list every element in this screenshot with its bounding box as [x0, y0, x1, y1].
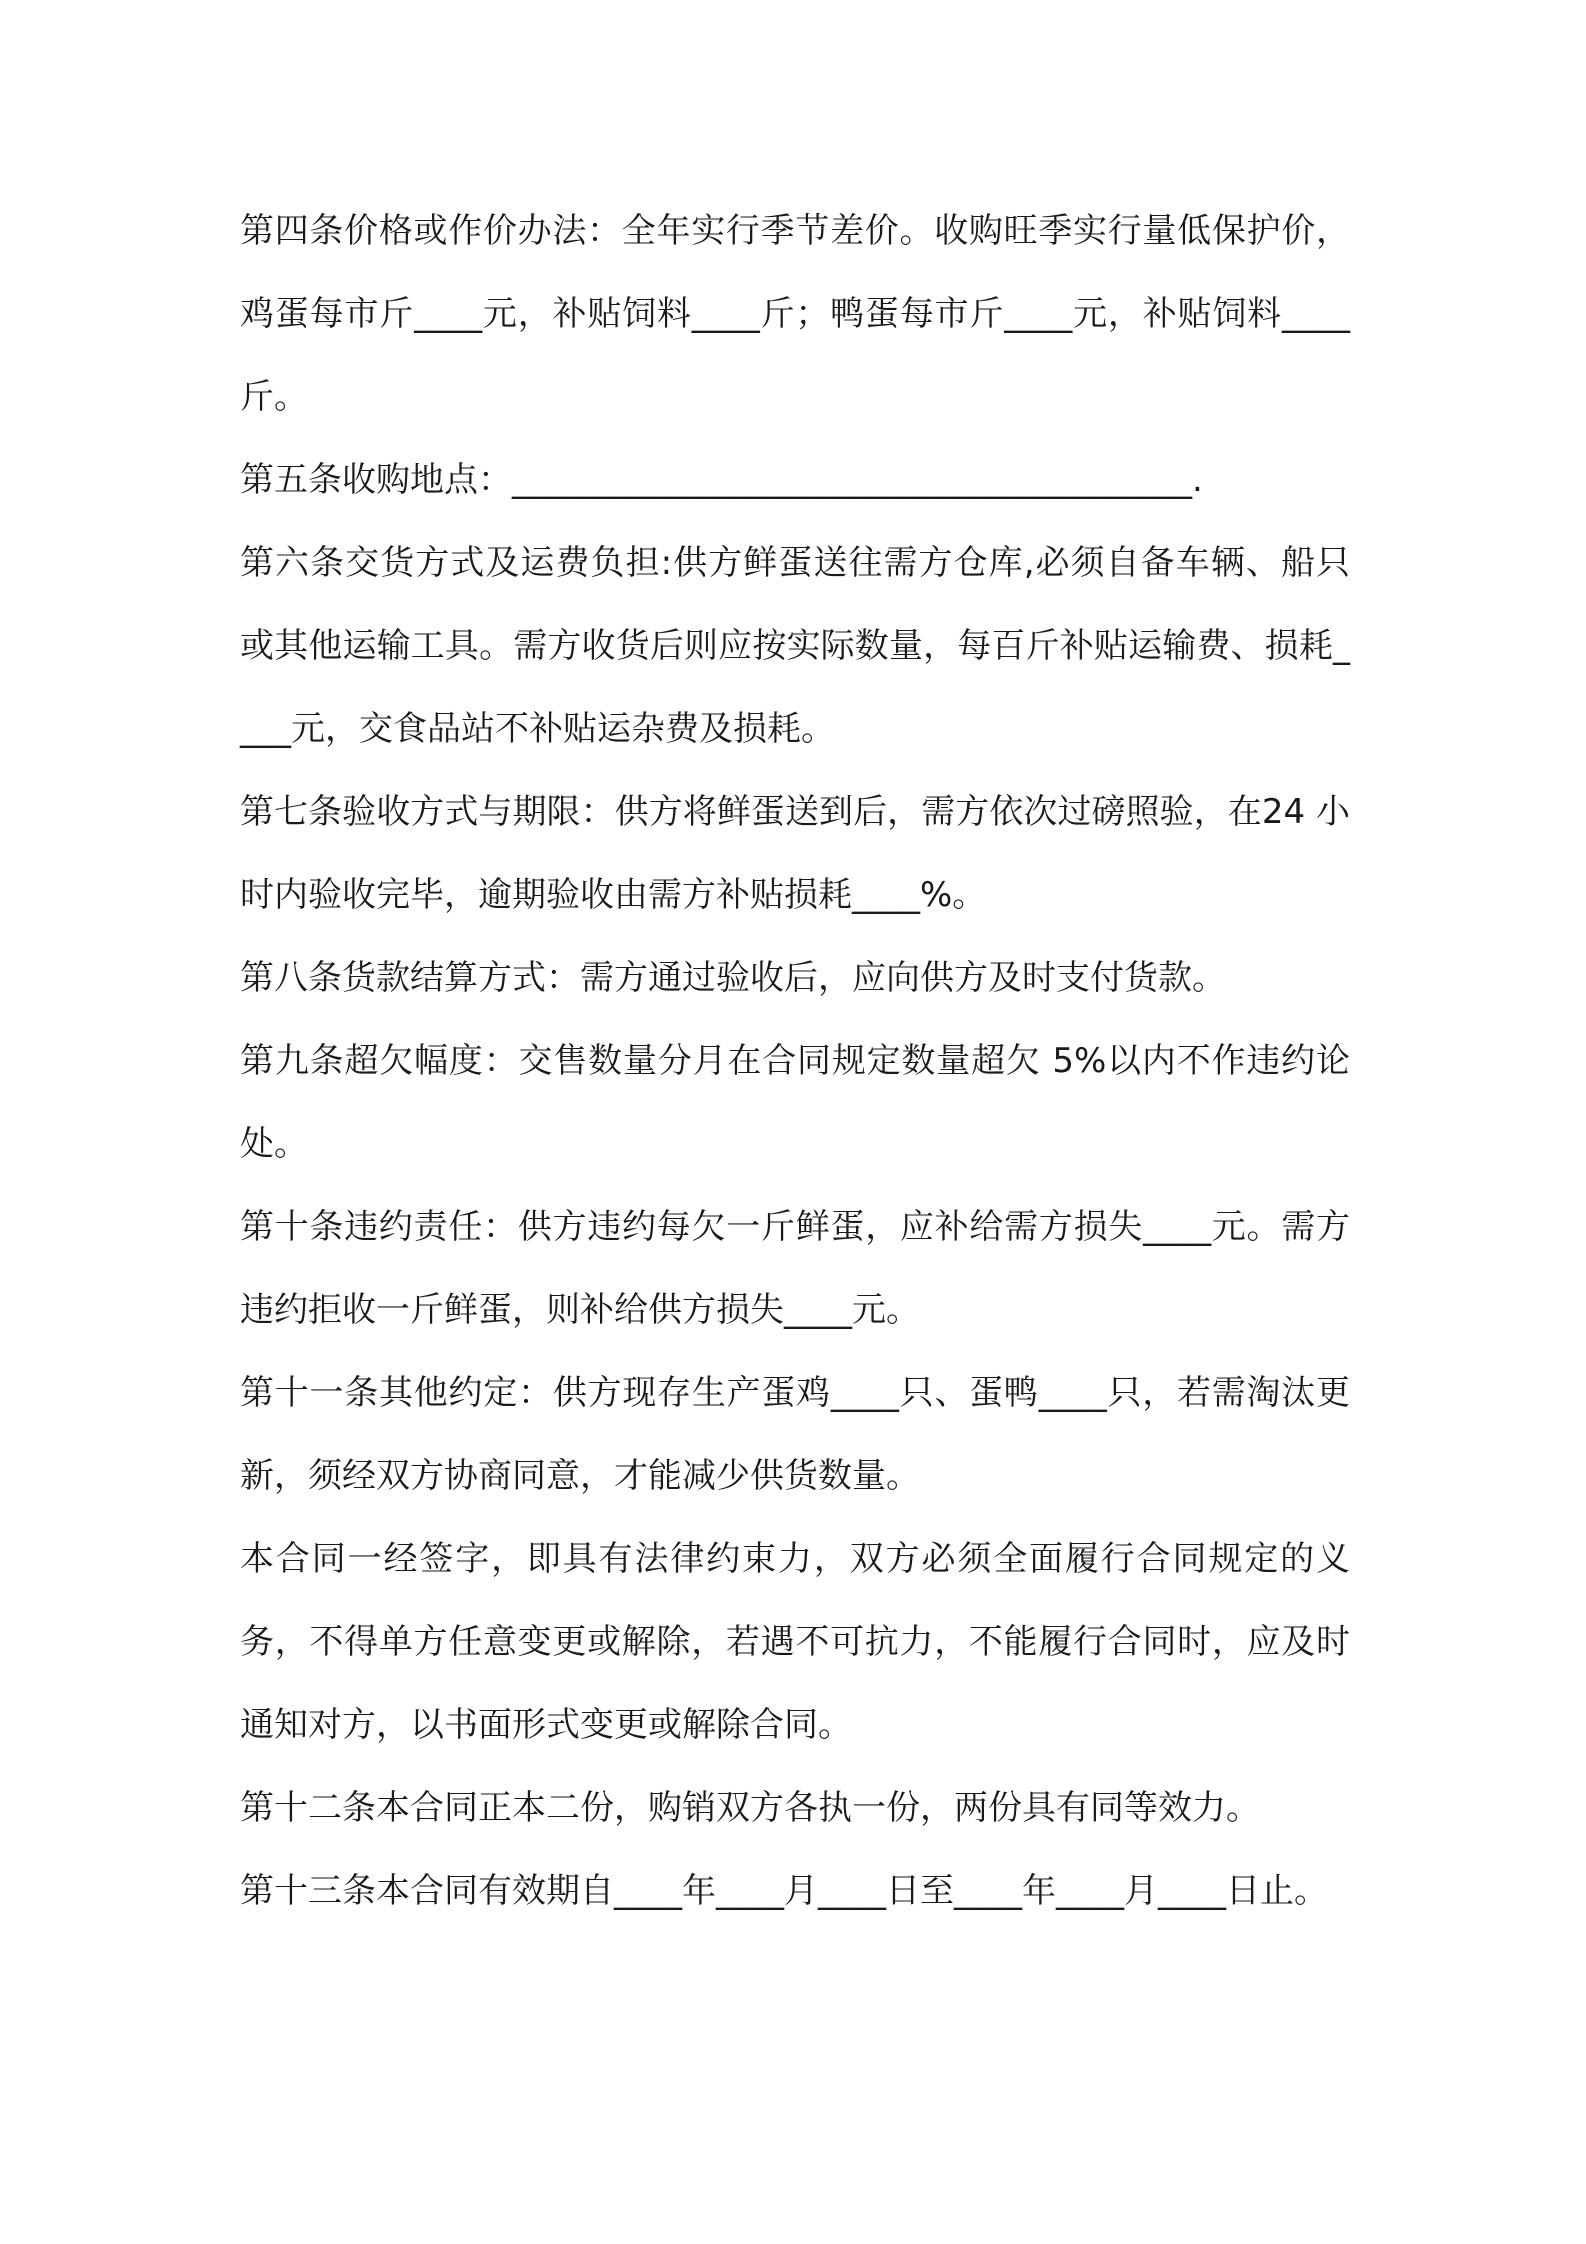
article-13-validity-period: 第十三条本合同有效期自____年____月____日至____年____月____日止。 — [240, 1871, 1328, 1911]
article-4-price-method: 第四条价格或作价办法：全年实行季节差价。收购旺季实行量低保护价，鸡蛋每市斤____元，补贴饲料____斤；鸭蛋每市斤____元，补贴饲料____斤。 — [240, 211, 1350, 417]
document-body — [240, 190, 1350, 1933]
article-10-breach-liability: 第十条违约责任：供方违约每欠一斤鲜蛋，应补给需方损失____元。需方违约拒收一斤鲜蛋，则补给供方损失____元。 — [240, 1207, 1350, 1330]
article-5-purchase-location: 第五条收购地点：________________________________________. — [240, 460, 1203, 500]
article-9-quantity-tolerance: 第九条超欠幅度：交售数量分月在合同规定数量超欠 5%以内不作违约论处。 — [240, 1041, 1350, 1164]
article-8-payment-settlement: 第八条货款结算方式：需方通过验收后，应向供方及时支付货款。 — [240, 958, 1226, 998]
binding-force-clause: 本合同一经签字，即具有法律约束力，双方必须全面履行合同规定的义务，不得单方任意变更或解除，若遇不可抗力，不能履行合同时，应及时通知对方，以书面形式变更或解除合同。 — [240, 1539, 1350, 1745]
article-11-other-agreements: 第十一条其他约定：供方现存生产蛋鸡____只、蛋鸭____只，若需淘汰更新，须经双方协商同意，才能减少供货数量。 — [240, 1373, 1350, 1496]
article-7-inspection: 第七条验收方式与期限：供方将鲜蛋送到后，需方依次过磅照验，在24 小时内验收完毕，逾期验收由需方补贴损耗____%。 — [240, 792, 1350, 915]
article-12-copies: 第十二条本合同正本二份，购销双方各执一份，两份具有同等效力。 — [240, 1788, 1260, 1828]
article-6-delivery-freight: 第六条交货方式及运费负担:供方鲜蛋送往需方仓库,必须自备车辆、船只或其他运输工具。需方收货后则应按实际数量，每百斤补贴运输费、损耗____元，交食品站不补贴运杂费及损耗。 — [240, 543, 1350, 749]
